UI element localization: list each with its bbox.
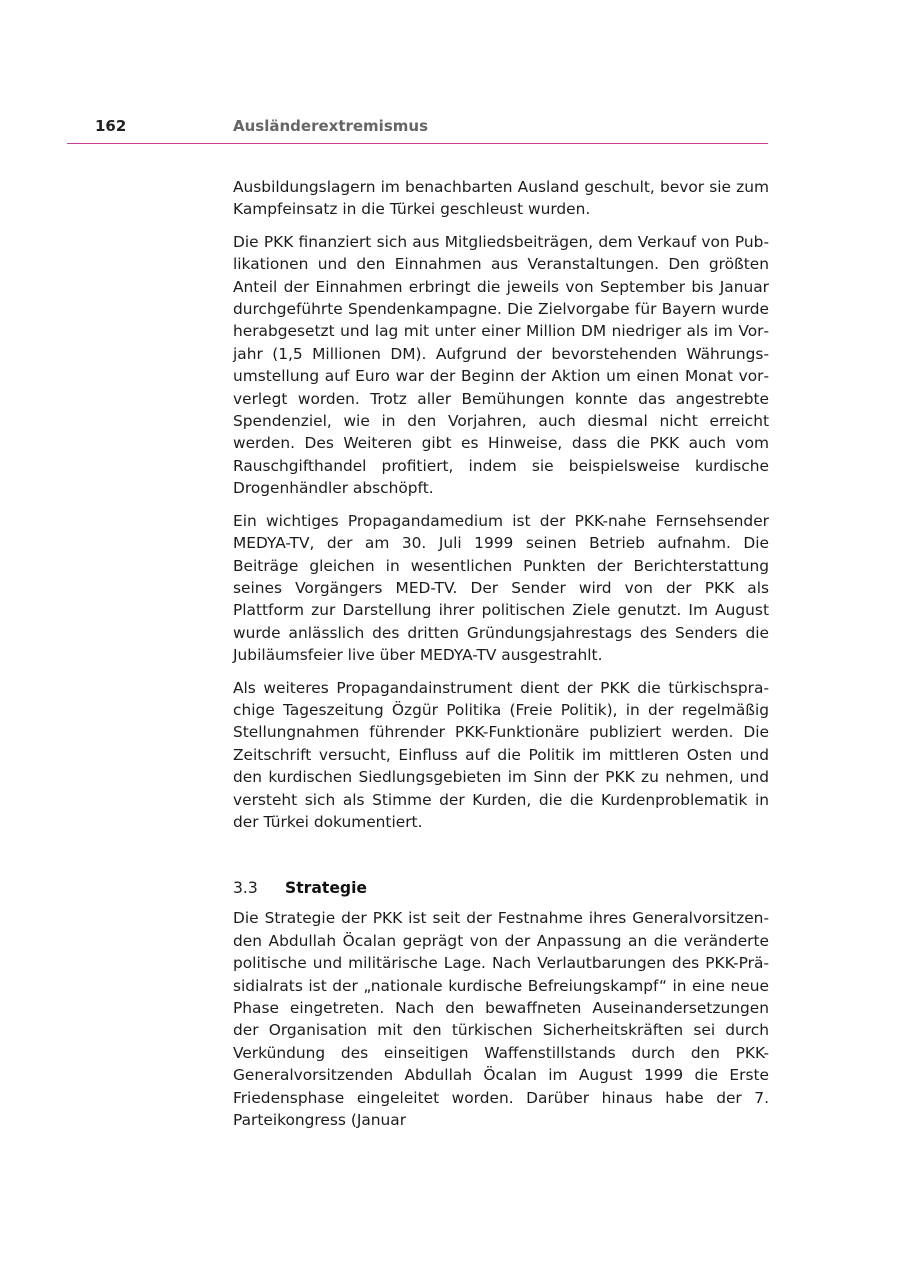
section-number: 3.3: [233, 879, 258, 898]
paragraph-training-camps: Ausbildungslagern im benachbarten Ausland geschult, bevor sie zum Kampfeinsatz in die Türkei geschleust wurden.: [233, 178, 769, 219]
page-header: [67, 117, 768, 144]
body-text: [233, 176, 769, 1141]
paragraph-medya-tv: Ein wichtiges Propagandamedium ist der PKK-nahe Fernsehsender MEDYA-TV, der am 30. Juli 1999 seinen Betrieb aufnahm. Die Beiträge gleichen in wesentlichen Punkten der Berichterstattung seines Vorgängers MED-TV. Der Sender wird von der PKK als Plattform zur Darstellung ihrer politischen Ziele genutzt. Im August wurde anlässlich des dritten Gründungsjahrestags des Senders die Jubiläumsfeier live über MEDYA-TV ausgestrahlt.: [233, 511, 769, 665]
running-title: Ausländerextremismus: [233, 117, 428, 135]
paragraph-strategy: Die Strategie der PKK ist seit der Festnahme ihres Generalvorsitzenden Abdullah Öcalan geprägt von der Anpassung an die veränderte politische und militärische Lage. Nach Verlautbarungen des PKK-Präsidialrats ist der „nationale kurdische Befreiungskampf“ in eine neue Phase eingetreten. Nach den bewaffneten Auseinandersetzungen der Organisation mit den türkischen Sicherheitskräften sei durch Verkündung des einseitigen Waffenstillstands durch den PKK-Generalvorsitzenden Abdullah Öcalan im August 1999 die Erste Friedensphase eingeleitet worden. Darüber hinaus habe der 7. Parteikongress (Januar: [233, 909, 769, 1130]
section-heading: [233, 877, 769, 899]
page-number: 162: [95, 117, 127, 135]
paragraph-financing: Die PKK finanziert sich aus Mitgliedsbeiträgen, dem Verkauf von Publikationen und den Einnahmen aus Veranstaltungen. Den größten Anteil der Einnahmen erbringt die jeweils von September bis Januar durchgeführte Spendenkampagne. Die Zielvorgabe für Bayern wurde herabgesetzt und lag mit unter einer Million DM niedriger als im Vorjahr (1,5 Millionen DM). Aufgrund der bevorstehenden Währungsumstellung auf Euro war der Beginn der Aktion um einen Monat vorverlegt worden. Trotz aller Bemühungen konnte das angestrebte Spendenziel, wie in den Vorjahren, auch diesmal nicht erreicht werden. Des Weiteren gibt es Hinweise, dass die PKK auch vom Rauschgifthandel profitiert, indem sie beispielsweise kurdische Drogenhändler abschöpft.: [233, 232, 769, 498]
paragraph-ozgur-politika: Als weiteres Propagandainstrument dient der PKK die türkischsprachige Tageszeitung Özgür Politika (Freie Politik), in der regelmäßig Stellungnahmen führender PKK-Funktionäre publiziert werden. Die Zeitschrift versucht, Einfluss auf die Politik im mittleren Osten und den kurdischen Siedlungsgebieten im Sinn der PKK zu nehmen, und versteht sich als Stimme der Kurden, die die Kurdenproblematik in der Türkei dokumentiert.: [233, 678, 769, 831]
section-title: Strategie: [285, 879, 368, 898]
